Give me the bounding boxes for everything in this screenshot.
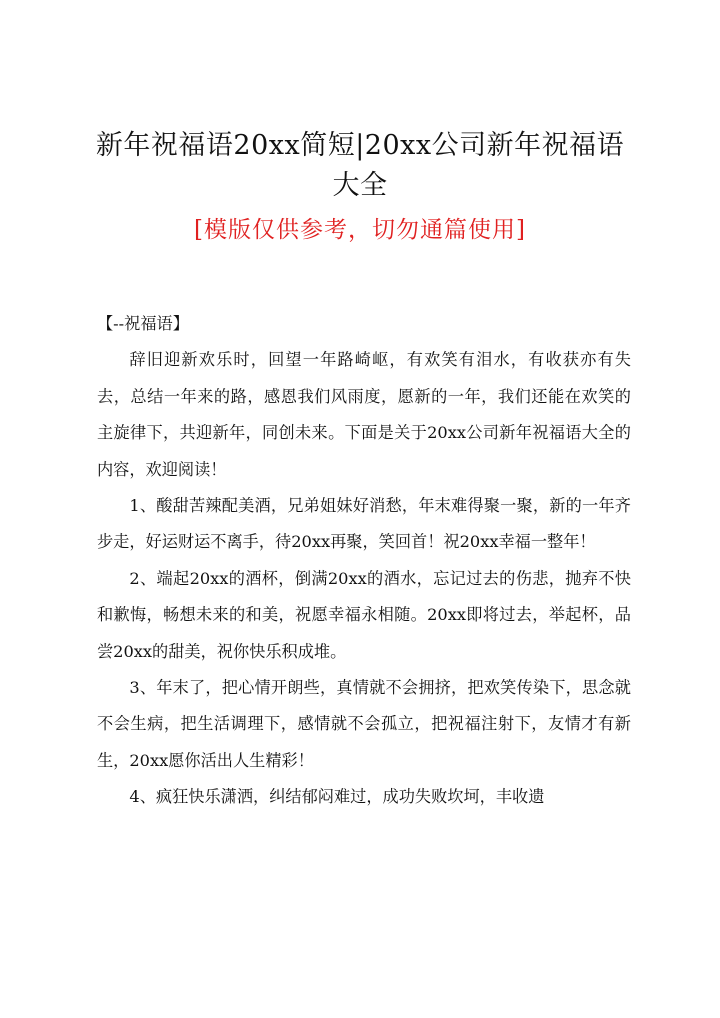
blessing-paragraph-2: 2、端起20xx的酒杯，倒满20xx的酒水，忘记过去的伤悲，抛弃不快和歉悔，畅想未来的和美，祝愿幸福永相随。20xx即将过去，举起杯，品尝20xx的甜美，祝你快乐积成堆。 bbox=[97, 568, 631, 661]
document-body bbox=[97, 306, 631, 816]
blessing-paragraph-1: 1、酸甜苦辣配美酒，兄弟姐妹好消愁，年末难得聚一聚，新的一年齐步走，好运财运不离手，待20xx再聚，笑回首！祝20xx幸福一整年！ bbox=[97, 496, 631, 552]
blessing-paragraph-3: 3、年末了，把心情开朗些，真情就不会拥挤，把欢笑传染下，思念就不会生病，把生活调理下，感情就不会孤立，把祝福注射下，友情才有新生，20xx愿你活出人生精彩！ bbox=[97, 678, 631, 770]
blessing-paragraph-4: 4、疯狂快乐潇洒，纠结郁闷难过，成功失败坎坷，丰收遗 bbox=[129, 787, 545, 807]
intro-paragraph: 辞旧迎新欢乐时，回望一年路崎岖，有欢笑有泪水，有收获亦有失去，总结一年来的路，感恩我们风雨度，愿新的一年，我们还能在欢笑的主旋律下，共迎新年，同创未来。下面是关于20xx公司新年祝福语大全的内容，欢迎阅读！ bbox=[97, 350, 631, 479]
section-heading: 【--祝福语】 bbox=[97, 314, 189, 333]
document-title: 新年祝福语20xx简短|20xx公司新年祝福语大全 bbox=[95, 130, 625, 201]
template-disclaimer: [模版仅供参考，切勿通篇使用] bbox=[194, 217, 526, 243]
